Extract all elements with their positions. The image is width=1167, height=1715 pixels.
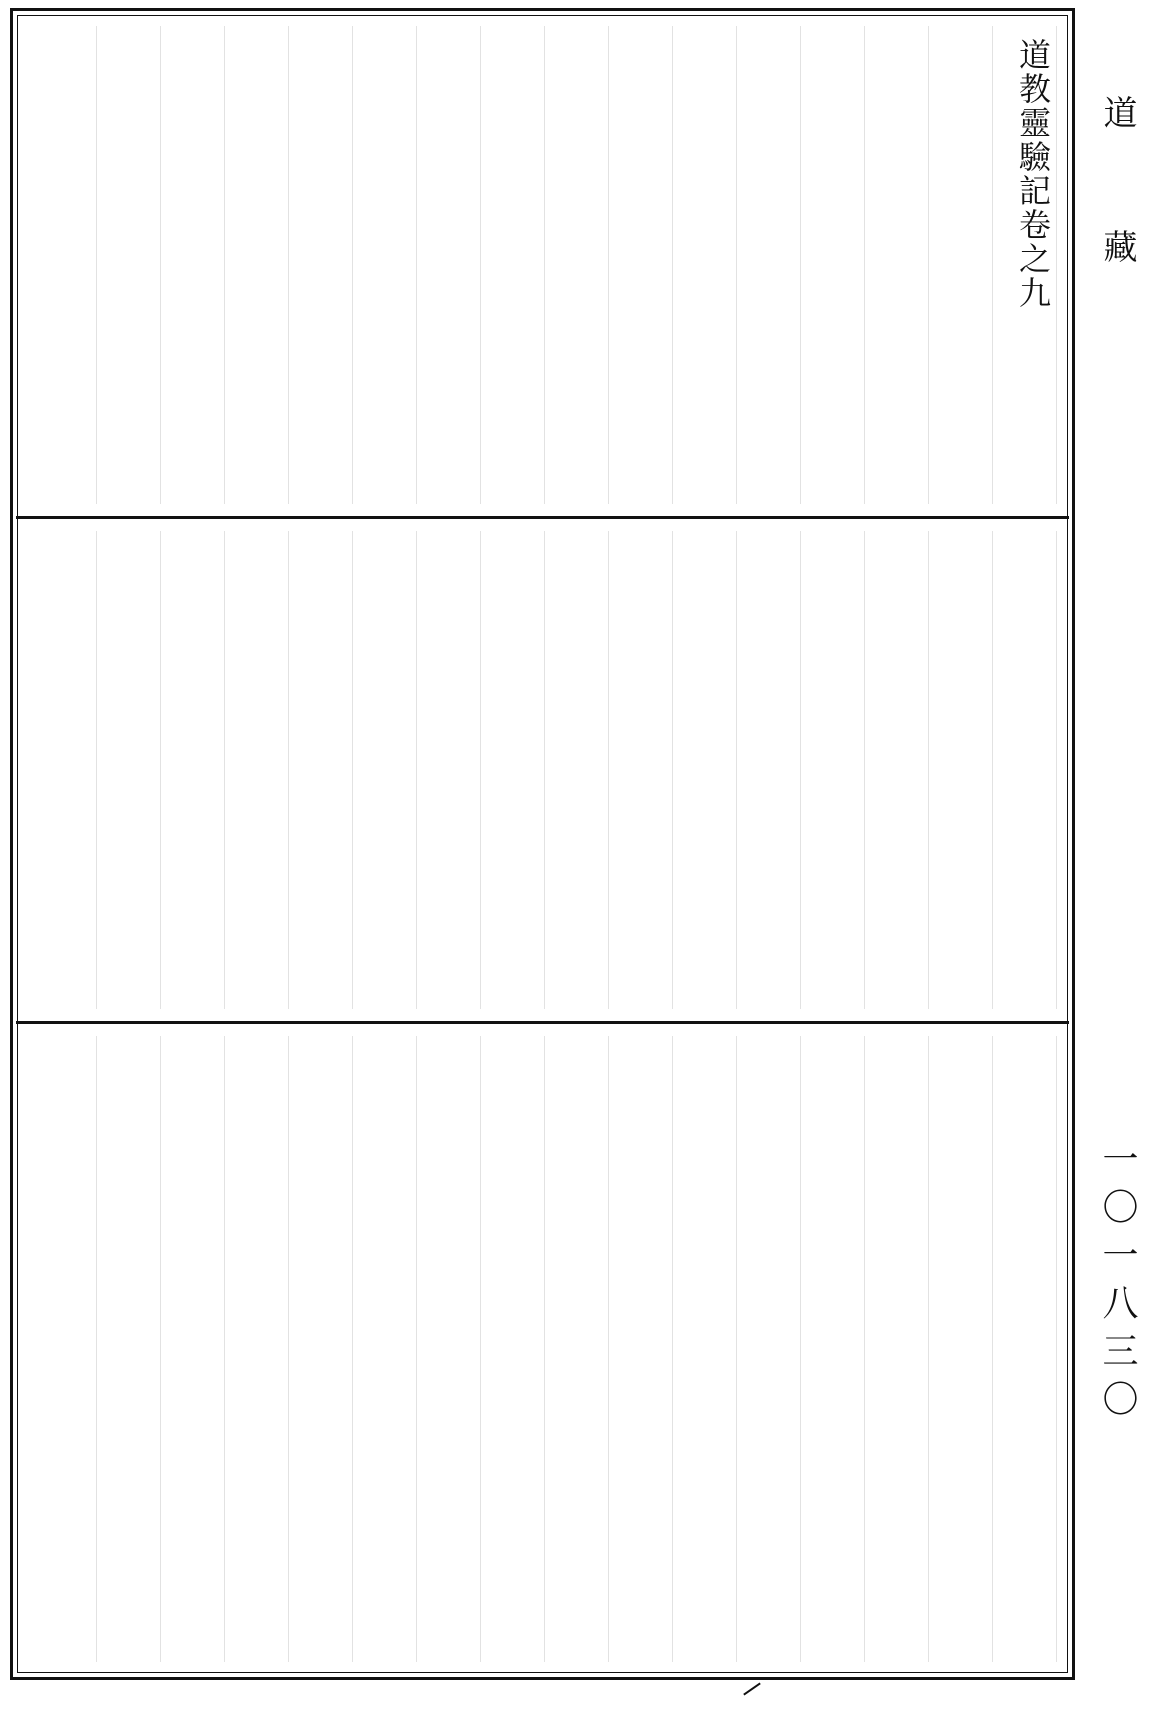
column-guide	[480, 531, 481, 1009]
column-guide	[928, 531, 929, 1009]
column-guide	[160, 531, 161, 1009]
column-guide	[672, 26, 673, 504]
column-guide	[608, 26, 609, 504]
column-guide	[864, 1036, 865, 1662]
column-guide	[992, 531, 993, 1009]
column-guide	[96, 1036, 97, 1662]
column-guide	[672, 531, 673, 1009]
column-guide	[416, 531, 417, 1009]
column-guide	[800, 1036, 801, 1662]
column-guide	[544, 26, 545, 504]
column-guide	[1056, 1036, 1057, 1662]
bottom-register	[16, 1024, 1069, 1674]
page-number: 一〇一八三〇	[1097, 1140, 1138, 1428]
column-guide	[352, 531, 353, 1009]
volume-title: 道教靈驗記卷之九	[1014, 38, 1052, 310]
column-guide	[160, 1036, 161, 1662]
column-guide	[416, 1036, 417, 1662]
column-guide	[96, 531, 97, 1009]
margin-label-top: 道藏	[1097, 95, 1137, 363]
column-guide	[288, 26, 289, 504]
column-guide	[544, 531, 545, 1009]
column-guide	[480, 1036, 481, 1662]
column-guide	[864, 531, 865, 1009]
column-guide	[224, 531, 225, 1009]
column-guide	[800, 531, 801, 1009]
column-guide	[224, 26, 225, 504]
column-guide	[736, 531, 737, 1009]
column-guide	[416, 26, 417, 504]
column-guide	[928, 26, 929, 504]
column-guide	[480, 26, 481, 504]
column-guide	[544, 1036, 545, 1662]
column-guide	[608, 1036, 609, 1662]
column-guide	[224, 1036, 225, 1662]
column-guide	[736, 26, 737, 504]
column-guide	[864, 26, 865, 504]
column-guide	[608, 531, 609, 1009]
column-guide	[160, 26, 161, 504]
column-guide	[1056, 531, 1057, 1009]
column-guide	[288, 1036, 289, 1662]
top-register	[16, 14, 1069, 519]
middle-register	[16, 519, 1069, 1024]
column-guide	[352, 26, 353, 504]
column-guide	[1056, 26, 1057, 504]
column-guide	[928, 1036, 929, 1662]
column-guide	[992, 26, 993, 504]
column-guide	[736, 1036, 737, 1662]
column-guide	[352, 1036, 353, 1662]
column-guide	[96, 26, 97, 504]
column-guide	[800, 26, 801, 504]
column-guide	[672, 1036, 673, 1662]
column-guide	[992, 1036, 993, 1662]
stray-mark	[743, 1682, 761, 1695]
column-guide	[288, 531, 289, 1009]
